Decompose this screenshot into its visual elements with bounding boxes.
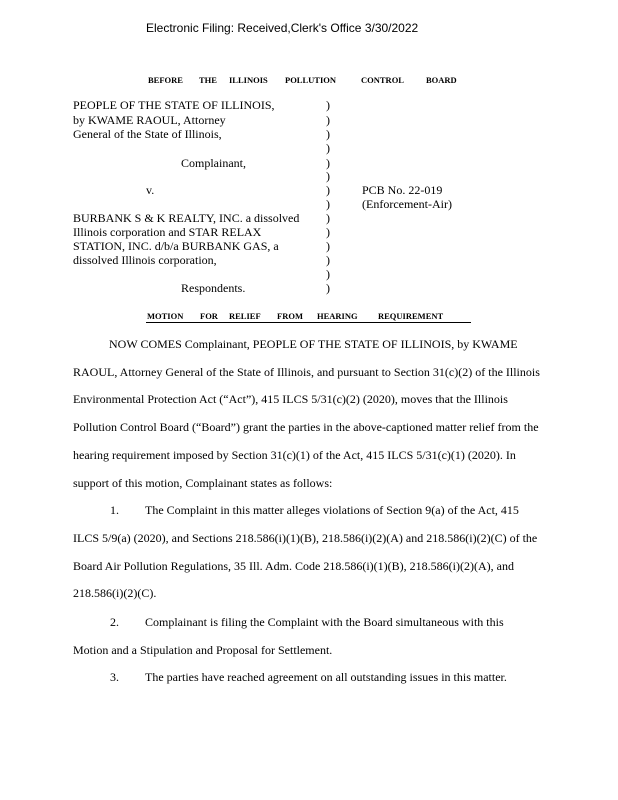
body-line: ILCS 5/9(a) (2020), and Sections 218.586(i)(1)(B), 218.586(i)(2)(A) and 218.586(i)(2)(C) of the: [73, 531, 538, 545]
caption-line: PEOPLE OF THE STATE OF ILLINOIS,: [73, 98, 275, 112]
body-line: Complainant is filing the Complaint with the Board simultaneous with this: [145, 615, 504, 629]
caption-paren: ): [326, 113, 330, 127]
caption-paren: ): [326, 197, 330, 211]
caption-line: Respondents.: [181, 281, 246, 295]
board-title-word: CONTROL: [361, 75, 404, 85]
caption-paren: ): [326, 281, 330, 295]
body-line: The parties have reached agreement on all outstanding issues in this matter.: [145, 670, 507, 684]
body-line: Environmental Protection Act (“Act”), 415 ILCS 5/31(c)(2) (2020), moves that the Illinois: [73, 392, 508, 406]
body-line: RAOUL, Attorney General of the State of Illinois, and pursuant to Section 31(c)(2) of the Illinois: [73, 365, 540, 379]
caption-paren: ): [326, 156, 330, 170]
board-title-word: POLLUTION: [285, 75, 337, 85]
caption-paren: ): [326, 253, 330, 267]
board-title-word: BOARD: [426, 75, 457, 85]
body-line: NOW COMES Complainant, PEOPLE OF THE STATE OF ILLINOIS, by KWAME: [109, 337, 518, 351]
motion-title-word: REQUIREMENT: [378, 311, 444, 321]
caption-line: by KWAME RAOUL, Attorney: [73, 113, 226, 127]
body-line: Motion and a Stipulation and Proposal for Settlement.: [73, 643, 333, 657]
motion-title-word: FROM: [277, 311, 303, 321]
caption-paren: ): [326, 98, 330, 112]
filing-header: Electronic Filing: Received,Clerk's Office 3/30/2022: [146, 21, 419, 35]
body-line: Pollution Control Board (“Board”) grant the parties in the above-captioned matter relief from the: [73, 420, 539, 434]
board-title-word: ILLINOIS: [229, 75, 268, 85]
body-line: The Complaint in this matter alleges violations of Section 9(a) of the Act, 415: [145, 503, 519, 517]
motion-title-word: HEARING: [317, 311, 358, 321]
motion-title-word: MOTION: [147, 311, 184, 321]
caption-paren: ): [326, 225, 330, 239]
caption-paren: ): [326, 183, 330, 197]
caption-paren: ): [326, 169, 330, 183]
caption-paren: ): [326, 141, 330, 155]
caption-line: dissolved Illinois corporation,: [73, 253, 217, 267]
board-title-word: THE: [199, 75, 217, 85]
item-number: 3.: [110, 670, 119, 684]
motion-title-word: FOR: [200, 311, 218, 321]
caption-line: Complainant,: [181, 156, 246, 170]
item-number: 2.: [110, 615, 119, 629]
body-line: hearing requirement imposed by Section 31(c)(1) of the Act, 415 ILCS 5/31(c)(1) (2020). In: [73, 448, 516, 462]
caption-line: v.: [146, 183, 155, 197]
body-line: 218.586(i)(2)(C).: [73, 586, 157, 600]
motion-title-underline: [146, 322, 471, 323]
caption-line: General of the State of Illinois,: [73, 127, 222, 141]
body-line: support of this motion, Complainant states as follows:: [73, 476, 333, 490]
body-line: Board Air Pollution Regulations, 35 Ill. Adm. Code 218.586(i)(1)(B), 218.586(i)(2)(A), and: [73, 559, 514, 573]
item-number: 1.: [110, 503, 119, 517]
caption-paren: ): [326, 127, 330, 141]
caption-paren: ): [326, 211, 330, 225]
caption-line: Illinois corporation and STAR RELAX: [73, 225, 262, 239]
case-number: PCB No. 22-019: [362, 183, 443, 197]
caption-paren: ): [326, 267, 330, 281]
caption-paren: ): [326, 239, 330, 253]
board-title-word: BEFORE: [148, 75, 183, 85]
caption-line: BURBANK S & K REALTY, INC. a dissolved: [73, 211, 300, 225]
case-type: (Enforcement-Air): [362, 197, 452, 211]
motion-title-word: RELIEF: [229, 311, 261, 321]
caption-line: STATION, INC. d/b/a BURBANK GAS, a: [73, 239, 279, 253]
